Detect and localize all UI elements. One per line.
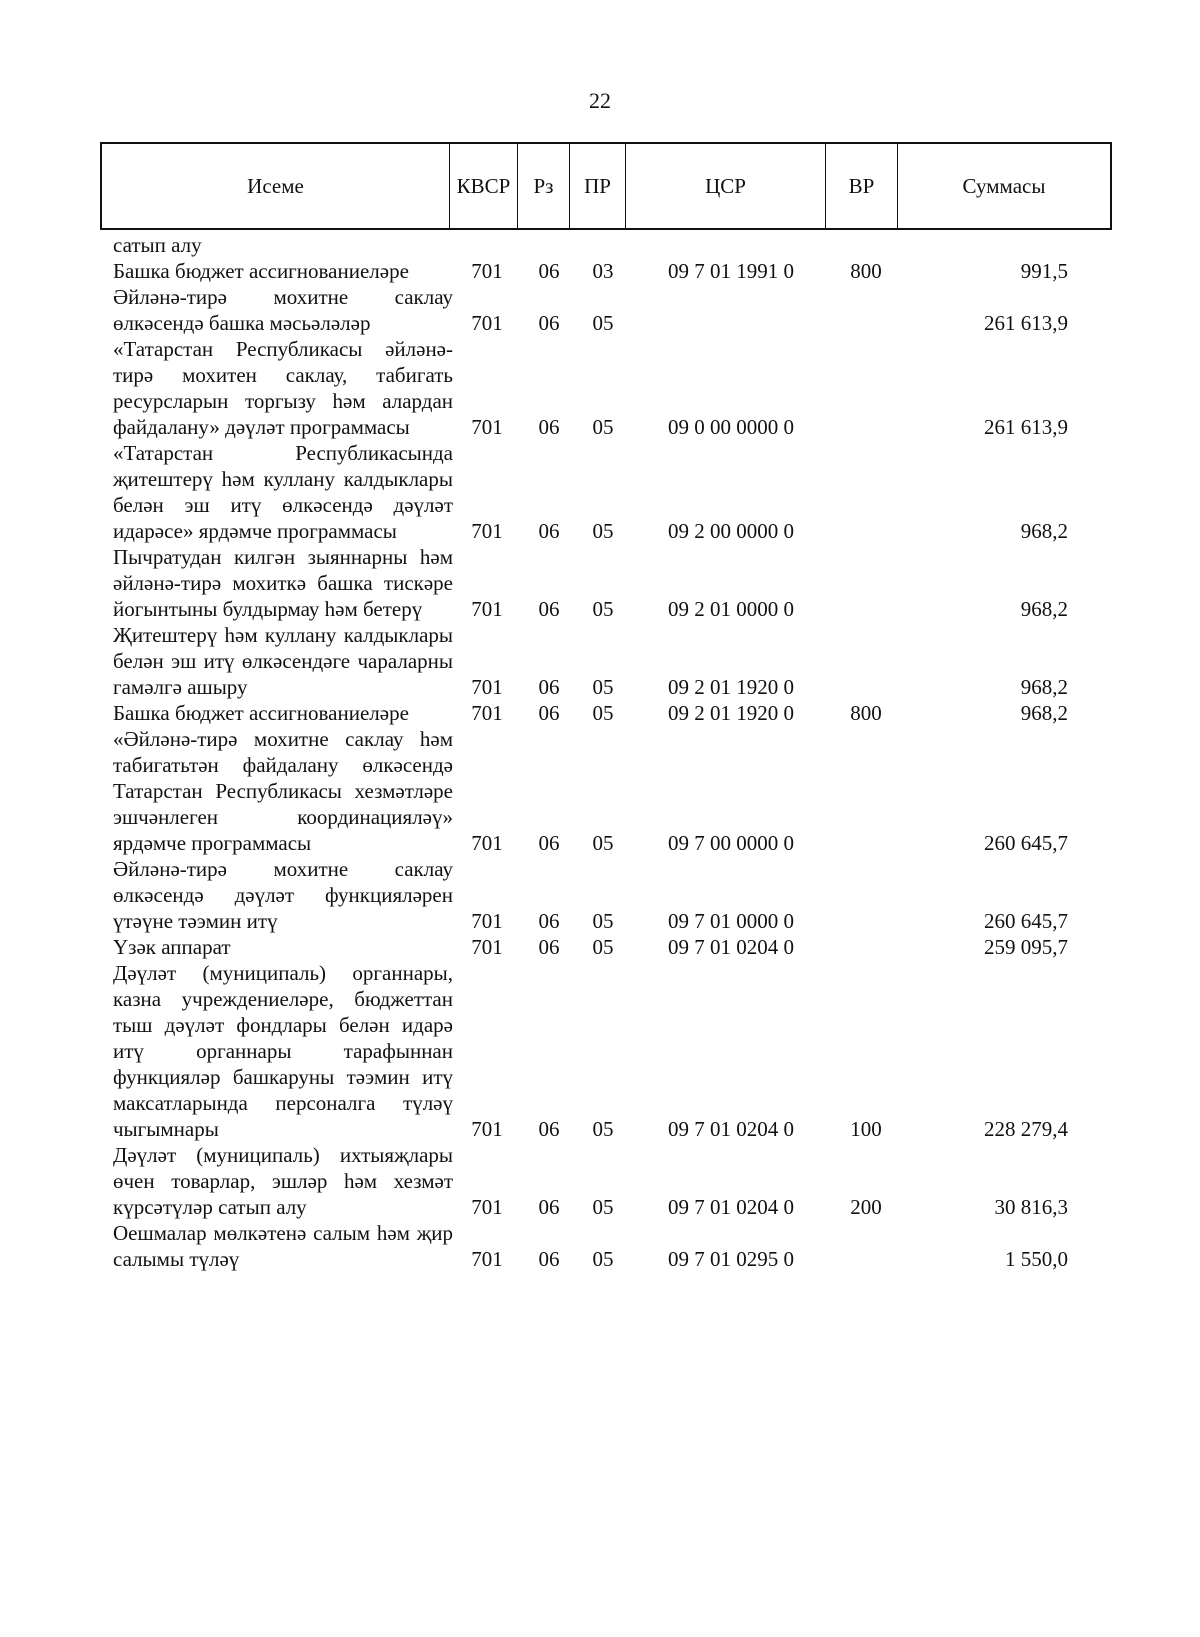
table-row [0, 934, 1200, 960]
table-header [100, 142, 1112, 230]
row-sum: 261 613,9 [984, 311, 1068, 335]
row-name: Дәүләт (муниципаль) органнары, казна учреждениеләре, бюджеттан тыш дәүләт фондлары белән идарә итү органнары тарафыннан функцияләр башкаруны тәэмин итү максатларында персоналга түләү чыгымнары [113, 961, 453, 1141]
row-rz: 06 [538, 1117, 560, 1141]
row-name: Үзәк аппарат [113, 935, 231, 959]
row-csr: 09 0 00 0000 0 [668, 415, 794, 439]
row-rz: 06 [538, 935, 560, 959]
row-vr: 800 [850, 259, 882, 283]
row-name: «Татарстан Республикасында җитештерү һәм куллану калдыклары белән эш итү өлкәсендә дәүләт идарәсе» ярдәмче программасы [113, 441, 453, 543]
row-csr: 09 7 00 0000 0 [668, 831, 794, 855]
table-row [0, 622, 1200, 700]
row-csr: 09 7 01 0204 0 [668, 935, 794, 959]
row-kvsr: 701 [471, 909, 503, 933]
header-name: Исеме [102, 144, 450, 228]
header-vr: ВР [826, 144, 898, 228]
row-csr: 09 2 01 1920 0 [668, 675, 794, 699]
row-rz: 06 [538, 597, 560, 621]
row-csr: 09 2 01 1920 0 [668, 701, 794, 725]
row-rz: 06 [538, 1195, 560, 1219]
row-pr: 05 [592, 935, 614, 959]
row-pr: 05 [592, 701, 614, 725]
table-row [0, 700, 1200, 726]
row-name: «Әйләнә-тирә мохитне саклау һәм табигатьтән файдалану өлкәсендә Татарстан Республикасы хезмәтләре эшчәнлеген координацияләү» ярдәмче программасы [113, 727, 453, 855]
row-rz: 06 [538, 259, 560, 283]
row-csr: 09 7 01 0204 0 [668, 1117, 794, 1141]
row-csr: 09 7 01 0295 0 [668, 1247, 794, 1271]
row-pr: 03 [592, 259, 614, 283]
row-csr: 09 2 00 0000 0 [668, 519, 794, 543]
table-row [0, 336, 1200, 440]
table-row [0, 258, 1200, 284]
row-sum: 968,2 [1020, 701, 1068, 725]
row-vr: 800 [850, 701, 882, 725]
row-csr: 09 7 01 1991 0 [668, 259, 794, 283]
row-name: Башка бюджет ассигнованиеләре [113, 259, 409, 283]
row-sum: 260 645,7 [984, 831, 1068, 855]
header-kvsr: КВСР [450, 144, 518, 228]
row-rz: 06 [538, 701, 560, 725]
row-csr: 09 7 01 0000 0 [668, 909, 794, 933]
row-sum: 261 613,9 [984, 415, 1068, 439]
row-name: Оешмалар мөлкәтенә салым һәм җир салымы түләү [113, 1221, 453, 1271]
table-row [0, 1220, 1200, 1272]
row-rz: 06 [538, 831, 560, 855]
row-pr: 05 [592, 519, 614, 543]
row-name: Әйләнә-тирә мохитне саклау өлкәсендә дәүләт функцияләрен үтәүне тәэмин итү [113, 857, 453, 933]
row-pr: 05 [592, 909, 614, 933]
row-kvsr: 701 [471, 259, 503, 283]
table-body [0, 232, 1200, 1272]
row-kvsr: 701 [471, 675, 503, 699]
row-kvsr: 701 [471, 701, 503, 725]
row-name: Пычратудан килгән зыяннарны һәм әйләнә-тирә мохиткә башка тискәре йогынтыны булдырмау һәм бетерү [113, 545, 453, 621]
row-pr: 05 [592, 1195, 614, 1219]
row-sum: 30 816,3 [994, 1195, 1068, 1219]
table-row [0, 232, 1200, 258]
row-kvsr: 701 [471, 935, 503, 959]
table-row [0, 1142, 1200, 1220]
row-pr: 05 [592, 831, 614, 855]
row-sum: 968,2 [1020, 519, 1068, 543]
row-name: «Татарстан Республикасы әйләнә-тирә мохитен саклау, табигать ресурсларын торгызу һәм алардан файдалану» дәүләт программасы [113, 337, 453, 439]
row-kvsr: 701 [471, 831, 503, 855]
row-name: сатып алу [113, 233, 202, 257]
row-kvsr: 701 [471, 311, 503, 335]
table-row [0, 960, 1200, 1142]
row-sum: 1 550,0 [1005, 1247, 1068, 1271]
row-rz: 06 [538, 675, 560, 699]
row-sum: 968,2 [1020, 597, 1068, 621]
table-row [0, 440, 1200, 544]
row-name: Җитештерү һәм куллану калдыклары белән эш итү өлкәсендәге чараларны гамәлгә ашыру [113, 623, 453, 699]
header-sum: Суммасы [962, 173, 1046, 198]
table-row [0, 544, 1200, 622]
row-name: Башка бюджет ассигнованиеләре [113, 701, 409, 725]
row-pr: 05 [592, 1117, 614, 1141]
page-number: 22 [589, 88, 611, 113]
row-name: Дәүләт (муниципаль) ихтыяҗлары өчен товарлар, эшләр һәм хезмәт күрсәтүләр сатып алу [113, 1143, 453, 1219]
row-vr: 100 [850, 1117, 882, 1141]
row-sum: 259 095,7 [984, 935, 1068, 959]
table-row [0, 726, 1200, 856]
header-csr: ЦСР [626, 144, 826, 228]
header-pr: ПР [570, 144, 626, 228]
row-kvsr: 701 [471, 1117, 503, 1141]
row-kvsr: 701 [471, 1195, 503, 1219]
table-row [0, 856, 1200, 934]
row-kvsr: 701 [471, 519, 503, 543]
row-pr: 05 [592, 675, 614, 699]
row-pr: 05 [592, 1247, 614, 1271]
row-rz: 06 [538, 311, 560, 335]
header-rz: Рз [518, 144, 570, 228]
row-csr: 09 7 01 0204 0 [668, 1195, 794, 1219]
row-pr: 05 [592, 597, 614, 621]
row-pr: 05 [592, 415, 614, 439]
row-pr: 05 [592, 311, 614, 335]
row-rz: 06 [538, 519, 560, 543]
row-rz: 06 [538, 415, 560, 439]
row-sum: 228 279,4 [984, 1117, 1068, 1141]
row-rz: 06 [538, 909, 560, 933]
row-name: Әйләнә-тирә мохитне саклау өлкәсендә башка мәсьәләләр [113, 285, 453, 335]
table-row [0, 284, 1200, 336]
row-vr: 200 [850, 1195, 882, 1219]
row-kvsr: 701 [471, 597, 503, 621]
row-sum: 968,2 [1020, 675, 1068, 699]
row-kvsr: 701 [471, 1247, 503, 1271]
row-sum: 991,5 [1020, 259, 1068, 283]
row-rz: 06 [538, 1247, 560, 1271]
row-csr: 09 2 01 0000 0 [668, 597, 794, 621]
row-kvsr: 701 [471, 415, 503, 439]
row-sum: 260 645,7 [984, 909, 1068, 933]
